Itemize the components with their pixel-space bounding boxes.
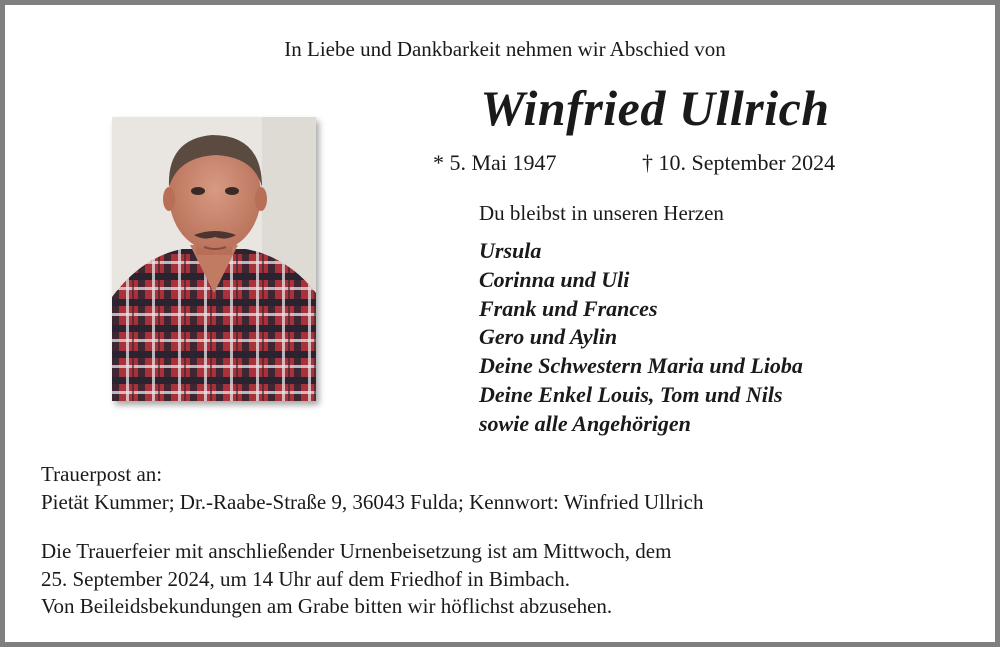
ceremony-info [41, 538, 671, 621]
mourner-name: Deine Schwestern Maria und Lioba [479, 353, 803, 379]
ceremony-line: Die Trauerfeier mit anschließender Urnenbeisetzung ist am Mittwoch, dem [41, 539, 672, 563]
deceased-name: Winfried Ullrich [480, 80, 830, 136]
mourner-name: Ursula [479, 238, 542, 263]
mourner-name: Frank und Frances [479, 295, 658, 321]
portrait-photo [112, 117, 316, 401]
mourners-list [479, 237, 803, 439]
condolence-mail-address: Pietät Kummer; Dr.-Raabe-Straße 9, 36043 Fulda; Kennwort: Winfried Ullrich [41, 490, 704, 514]
ceremony-line: 25. September 2024, um 14 Uhr auf dem Friedhof in Bimbach. [41, 566, 570, 591]
mourner-name: Corinna und Uli [479, 266, 630, 292]
birth-date: * 5. Mai 1947 [433, 150, 557, 175]
portrait-illustration [112, 117, 316, 401]
mourner-name: Gero und Aylin [479, 324, 618, 350]
mourner-name: Deine Enkel Louis, Tom und Nils [479, 381, 783, 407]
condolence-mail-label: Trauerpost an: [41, 462, 163, 486]
mourner-name: sowie alle Angehörigen [479, 410, 691, 436]
ceremony-line: Von Beileidsbekundungen am Grabe bitten wir höflichst abzusehen. [41, 594, 613, 618]
intro-text: In Liebe und Dankbarkeit nehmen wir Abschied von [284, 37, 726, 61]
motto-text: Du bleibst in unseren Herzen [479, 201, 724, 225]
death-date: † 10. September 2024 [642, 150, 836, 175]
